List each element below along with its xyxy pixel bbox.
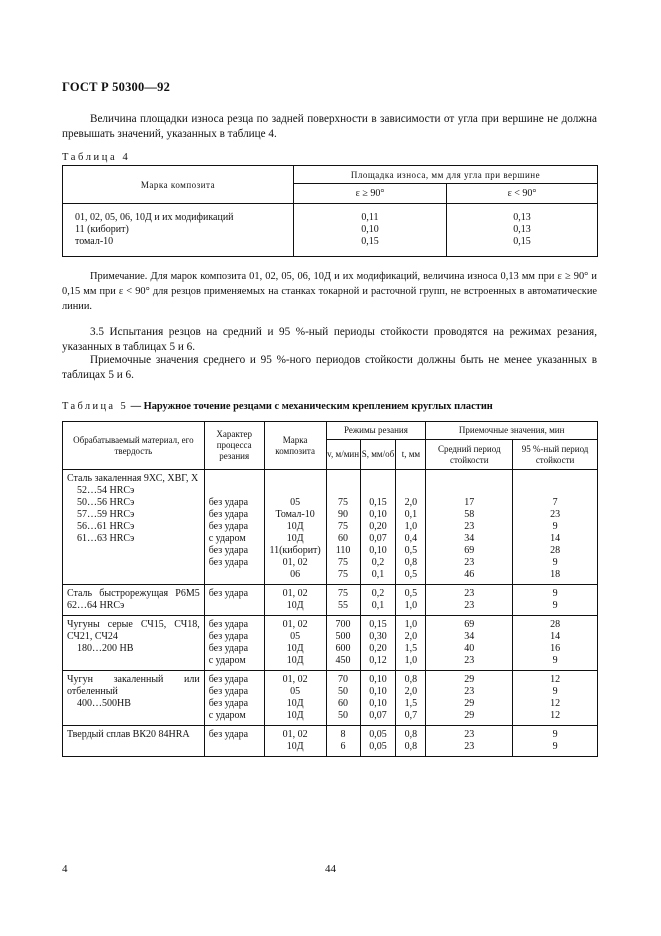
table5-p95: 12	[550, 710, 561, 721]
table5-t: 1,0	[404, 655, 418, 666]
table5-p95: 7	[552, 497, 558, 508]
table5-s-cell	[360, 616, 396, 671]
table4-values-a	[294, 204, 447, 257]
table5-header-v: v, м/мин	[326, 440, 360, 470]
table5-p95-cell	[513, 726, 598, 757]
table4-header-b: ε < 90°	[447, 184, 598, 204]
table5-v: 6	[340, 741, 346, 752]
table5-s: 0,20	[369, 521, 387, 532]
table5-mean: 23	[464, 729, 475, 740]
table5-t: 0,5	[404, 569, 418, 580]
table5-s: 0,10	[369, 674, 387, 685]
table5-material-title: Сталь закаленная 9ХС, ХВГ, Х	[67, 473, 199, 484]
table5-t: 0,8	[404, 729, 418, 740]
table5-p95: 9	[552, 686, 558, 697]
table5-v-cell	[326, 671, 360, 726]
table5-mean-cell	[426, 585, 513, 616]
table5-p95: 14	[550, 533, 561, 544]
table5-mark: 10Д	[286, 533, 304, 544]
table5-mean: 29	[464, 710, 475, 721]
table5-mean: 40	[464, 643, 475, 654]
table5-process: без удара	[208, 674, 249, 685]
table5-p95-cell	[513, 616, 598, 671]
page-number-left: 4	[62, 863, 68, 875]
table5-process: без удара	[208, 729, 249, 740]
table5-v: 75	[338, 521, 349, 532]
table5-mean-cell	[426, 616, 513, 671]
table5-header-mean: Средний период стойкости	[426, 440, 513, 470]
table5-mark-cell	[264, 726, 326, 757]
table5-header-p95: 95 %-ный период стойкости	[513, 440, 598, 470]
table4-values-b	[447, 204, 598, 257]
paragraph-3-5: 3.5 Испытания резцов на средний и 95 %-ный периоды стойкости проводятся на режимах резания, указанных в таблицах 5 и 6.	[62, 326, 597, 353]
table5-process: без удара	[208, 631, 249, 642]
paragraph-acceptance: Приемочные значения среднего и 95 %-ного периодов стойкости должны быть не менее указанных в таблицах 5 и 6.	[62, 354, 597, 381]
table5-v: 75	[338, 497, 349, 508]
table4-value-b: 0,15	[513, 236, 531, 247]
table5-mean: 23	[464, 655, 475, 666]
table5-material-hardness: 56…61 HRCэ	[77, 521, 135, 532]
table5-row-group	[63, 585, 598, 616]
table5-material-hardness: 52…54 HRCэ	[77, 485, 135, 496]
table5-s: 0,2	[371, 588, 385, 599]
table5-mean: 69	[464, 619, 475, 630]
table5-t: 2,0	[404, 497, 418, 508]
table5-mean: 23	[464, 686, 475, 697]
table5-process: без удара	[208, 619, 249, 630]
table5-mark-cell	[264, 585, 326, 616]
table5-process-cell	[204, 671, 264, 726]
table5-s: 0,07	[369, 533, 387, 544]
table5-t: 1,5	[404, 643, 418, 654]
table5-process: без удара	[208, 686, 249, 697]
table5-p95: 18	[550, 569, 561, 580]
table4-value-a: 0,15	[361, 236, 379, 247]
table5-process: без удара	[208, 545, 249, 556]
table5-material-cell	[63, 470, 205, 585]
table5-header-mark: Марка композита	[264, 422, 326, 470]
table5-t-cell	[396, 671, 426, 726]
table5-material-cell	[63, 616, 205, 671]
table5-mean: 23	[464, 741, 475, 752]
table5-process	[209, 569, 264, 581]
table5-material-title: Твердый сплав ВК20 84HRA	[67, 729, 190, 740]
table5-process: без удара	[208, 588, 249, 599]
table5-s: 0,10	[369, 545, 387, 556]
table5-process-cell	[204, 726, 264, 757]
table5-mark-cell	[264, 470, 326, 585]
table5-t-cell	[396, 726, 426, 757]
table5-p95: 9	[552, 741, 558, 752]
table5-material-hardness: 61…63 HRCэ	[77, 533, 135, 544]
table5-t: 0,8	[404, 674, 418, 685]
table5-row-group	[63, 671, 598, 726]
table5-v: 75	[338, 569, 349, 580]
table5-material-cell	[63, 726, 205, 757]
table4-value-a: 0,11	[361, 212, 379, 223]
table5-s: 0,05	[369, 729, 387, 740]
table5-mark-cell	[264, 616, 326, 671]
table5-material-hardness: 180…200 НВ	[77, 643, 134, 654]
table5-v-cell	[326, 726, 360, 757]
table5-v: 90	[338, 509, 349, 520]
table5-t: 0,1	[404, 509, 418, 520]
table5-s: 0,1	[371, 569, 385, 580]
table5-s: 0,20	[369, 643, 387, 654]
table5-s-cell	[360, 671, 396, 726]
table5-v: 55	[338, 600, 349, 611]
table5-material-title: Сталь быстрорежущая Р6М5 62…64 HRCэ	[67, 588, 200, 611]
table5-mark: 05	[290, 631, 301, 642]
table5-row-group	[63, 616, 598, 671]
table4-mark: 11 (киборит)	[75, 224, 129, 235]
table5-row-group	[63, 470, 598, 585]
table5-t-cell	[396, 616, 426, 671]
table5-mark: 10Д	[286, 655, 304, 666]
table5-s-cell	[360, 470, 396, 585]
table5-t: 1,0	[404, 521, 418, 532]
table5-process: без удара	[208, 509, 249, 520]
table5-p95: 12	[550, 674, 561, 685]
page-number-center: 44	[325, 863, 336, 875]
table5-mark: 10Д	[286, 741, 304, 752]
table5-p95: 16	[550, 643, 561, 654]
table5-t: 0,8	[404, 741, 418, 752]
table5-mark: 06	[290, 569, 301, 580]
table5-mark: 01, 02	[282, 557, 308, 568]
table5-v: 500	[335, 631, 351, 642]
document-header: ГОСТ Р 50300—92	[62, 80, 171, 94]
table5-mark: 10Д	[286, 521, 304, 532]
table5-mean-cell	[426, 470, 513, 585]
table5-mean: 23	[464, 521, 475, 532]
table5-v: 75	[338, 588, 349, 599]
table-5	[62, 421, 598, 757]
table5-material-hardness: 57…59 HRCэ	[77, 509, 135, 520]
table5-mean: 69	[464, 545, 475, 556]
table5-s: 0,2	[371, 557, 385, 568]
table5-v: 600	[335, 643, 351, 654]
table5-s: 0,07	[369, 710, 387, 721]
table5-header-process: Характер процесса резания	[204, 422, 264, 470]
table5-process: с ударом	[208, 533, 246, 544]
table5-caption	[62, 401, 493, 412]
table4-mark: 01, 02, 05, 06, 10Д и их модификаций	[75, 212, 234, 223]
table5-mark: 05	[290, 686, 301, 697]
table5-header-modes: Режимы резания	[326, 422, 426, 440]
paragraph-wear-limit: Величина площадки износа резца по задней поверхности в зависимости от угла при вершине не должна превышать значений, указанных в таблице 4.	[62, 113, 597, 140]
table5-mark: 11(киборит)	[269, 545, 321, 556]
table5-s: 0,05	[369, 741, 387, 752]
table5-mean-cell	[426, 671, 513, 726]
table5-mean: 29	[464, 674, 475, 685]
table5-p95-cell	[513, 585, 598, 616]
table5-mark: Томал-10	[275, 509, 315, 520]
table5-s-cell	[360, 726, 396, 757]
table5-process: без удара	[208, 521, 249, 532]
table5-t-cell	[396, 585, 426, 616]
table5-mark-cell	[264, 671, 326, 726]
table5-t: 2,0	[404, 686, 418, 697]
table5-v: 60	[338, 533, 349, 544]
table5-p95: 23	[550, 509, 561, 520]
table5-v: 110	[335, 545, 351, 556]
table5-header-material: Обрабатываемый материал, его твердость	[63, 422, 205, 470]
table5-process-cell	[204, 470, 264, 585]
table5-p95: 9	[552, 521, 558, 532]
table5-v-cell	[326, 585, 360, 616]
table5-process: без удара	[208, 557, 249, 568]
table5-t: 1,5	[404, 698, 418, 709]
table4-value-b: 0,13	[513, 212, 531, 223]
table5-mark: 10Д	[286, 600, 304, 611]
table5-v: 75	[338, 557, 349, 568]
table5-s: 0,10	[369, 698, 387, 709]
table5-header-t: t, мм	[396, 440, 426, 470]
table5-mean: 23	[464, 588, 475, 599]
table5-p95: 9	[552, 729, 558, 740]
table5-row-group	[63, 726, 598, 757]
table5-material-cell	[63, 671, 205, 726]
table5-t: 0,5	[404, 545, 418, 556]
table5-mean: 46	[464, 569, 475, 580]
table4-marks	[63, 204, 294, 257]
table5-mark: 05	[290, 497, 301, 508]
table5-v: 60	[338, 698, 349, 709]
table4-note: Примечание. Для марок композита 01, 02, 05, 06, 10Д и их модификаций, величина износа 0,13 мм при ε ≥ 90° и 0,15 мм при ε < 90° для резцов применяемых на станках токарной и расточной групп, не встроенных в автоматические линии.	[62, 271, 597, 312]
table5-mark: 01, 02	[282, 729, 308, 740]
table5-p95: 9	[552, 557, 558, 568]
table5-s-cell	[360, 585, 396, 616]
table5-mean: 29	[464, 698, 475, 709]
table5-t: 0,7	[404, 710, 418, 721]
table5-p95: 28	[550, 545, 561, 556]
table5-p95: 9	[552, 655, 558, 666]
table4-mark: томал-10	[75, 236, 114, 247]
table5-p95-cell	[513, 470, 598, 585]
table5-caption-title: — Наружное точение резцами с механическим креплением круглых пластин	[128, 401, 493, 412]
table4-header-a: ε ≥ 90°	[294, 184, 447, 204]
table5-mean-cell	[426, 726, 513, 757]
table5-p95: 9	[552, 600, 558, 611]
table5-material-hardness: 50…56 HRCэ	[77, 497, 135, 508]
table5-mark: 01, 02	[282, 588, 308, 599]
table4-header-mark: Марка композита	[63, 166, 294, 204]
table5-v: 70	[338, 674, 349, 685]
table5-process	[209, 600, 264, 612]
table5-s: 0,1	[371, 600, 385, 611]
table5-material-hardness: 400…500НВ	[77, 698, 131, 709]
table5-t-cell	[396, 470, 426, 585]
table5-mean: 34	[464, 533, 475, 544]
table5-t: 1,0	[404, 619, 418, 630]
table5-material-title: Чугуны серые СЧ15, СЧ18, СЧ21, СЧ24	[67, 619, 200, 642]
table5-v: 50	[338, 710, 349, 721]
table-4	[62, 165, 598, 257]
table5-header-s: S, мм/об	[360, 440, 396, 470]
table5-v: 700	[335, 619, 351, 630]
table5-mark: 10Д	[286, 710, 304, 721]
table5-v: 8	[340, 729, 346, 740]
table5-p95: 12	[550, 698, 561, 709]
table5-material-cell	[63, 585, 205, 616]
table5-v: 450	[335, 655, 351, 666]
table4-value-b: 0,13	[513, 224, 531, 235]
table5-mean: 58	[464, 509, 475, 520]
table5-process: без удара	[208, 698, 249, 709]
table5-s: 0,10	[369, 509, 387, 520]
table5-s: 0,12	[369, 655, 387, 666]
table5-mark: 01, 02	[282, 674, 308, 685]
table4-value-a: 0,10	[361, 224, 379, 235]
table5-mark: 10Д	[286, 698, 304, 709]
table5-s: 0,15	[369, 619, 387, 630]
table5-process-cell	[204, 585, 264, 616]
table5-t: 0,4	[404, 533, 418, 544]
table5-p95: 9	[552, 588, 558, 599]
table5-v: 50	[338, 686, 349, 697]
table5-process	[209, 741, 264, 753]
table5-mean: 23	[464, 600, 475, 611]
table4-caption: Таблица 4	[62, 152, 131, 163]
table5-header-accept: Приемочные значения, мин	[426, 422, 598, 440]
table5-t: 0,8	[404, 557, 418, 568]
table5-mean: 17	[464, 497, 475, 508]
table5-caption-label: Таблица 5	[62, 401, 129, 412]
table5-mark: 01, 02	[282, 619, 308, 630]
table5-v-cell	[326, 616, 360, 671]
table5-process-cell	[204, 616, 264, 671]
table5-process: без удара	[208, 497, 249, 508]
table5-p95: 28	[550, 619, 561, 630]
table5-s: 0,10	[369, 686, 387, 697]
table5-process: без удара	[208, 643, 249, 654]
table5-t: 1,0	[404, 600, 418, 611]
table5-process: с ударом	[208, 710, 246, 721]
table5-s: 0,15	[369, 497, 387, 508]
table5-p95-cell	[513, 671, 598, 726]
table5-mean: 23	[464, 557, 475, 568]
table5-mean: 34	[464, 631, 475, 642]
table5-p95: 14	[550, 631, 561, 642]
table5-process: с ударом	[208, 655, 246, 666]
table4-header-group: Площадка износа, мм для угла при вершине	[294, 166, 598, 184]
table5-mark: 10Д	[286, 643, 304, 654]
table5-v-cell	[326, 470, 360, 585]
table5-material-title: Чугун закаленный или отбеленный	[67, 674, 200, 697]
table5-t: 0,5	[404, 588, 418, 599]
table5-s: 0,30	[369, 631, 387, 642]
table5-t: 2,0	[404, 631, 418, 642]
